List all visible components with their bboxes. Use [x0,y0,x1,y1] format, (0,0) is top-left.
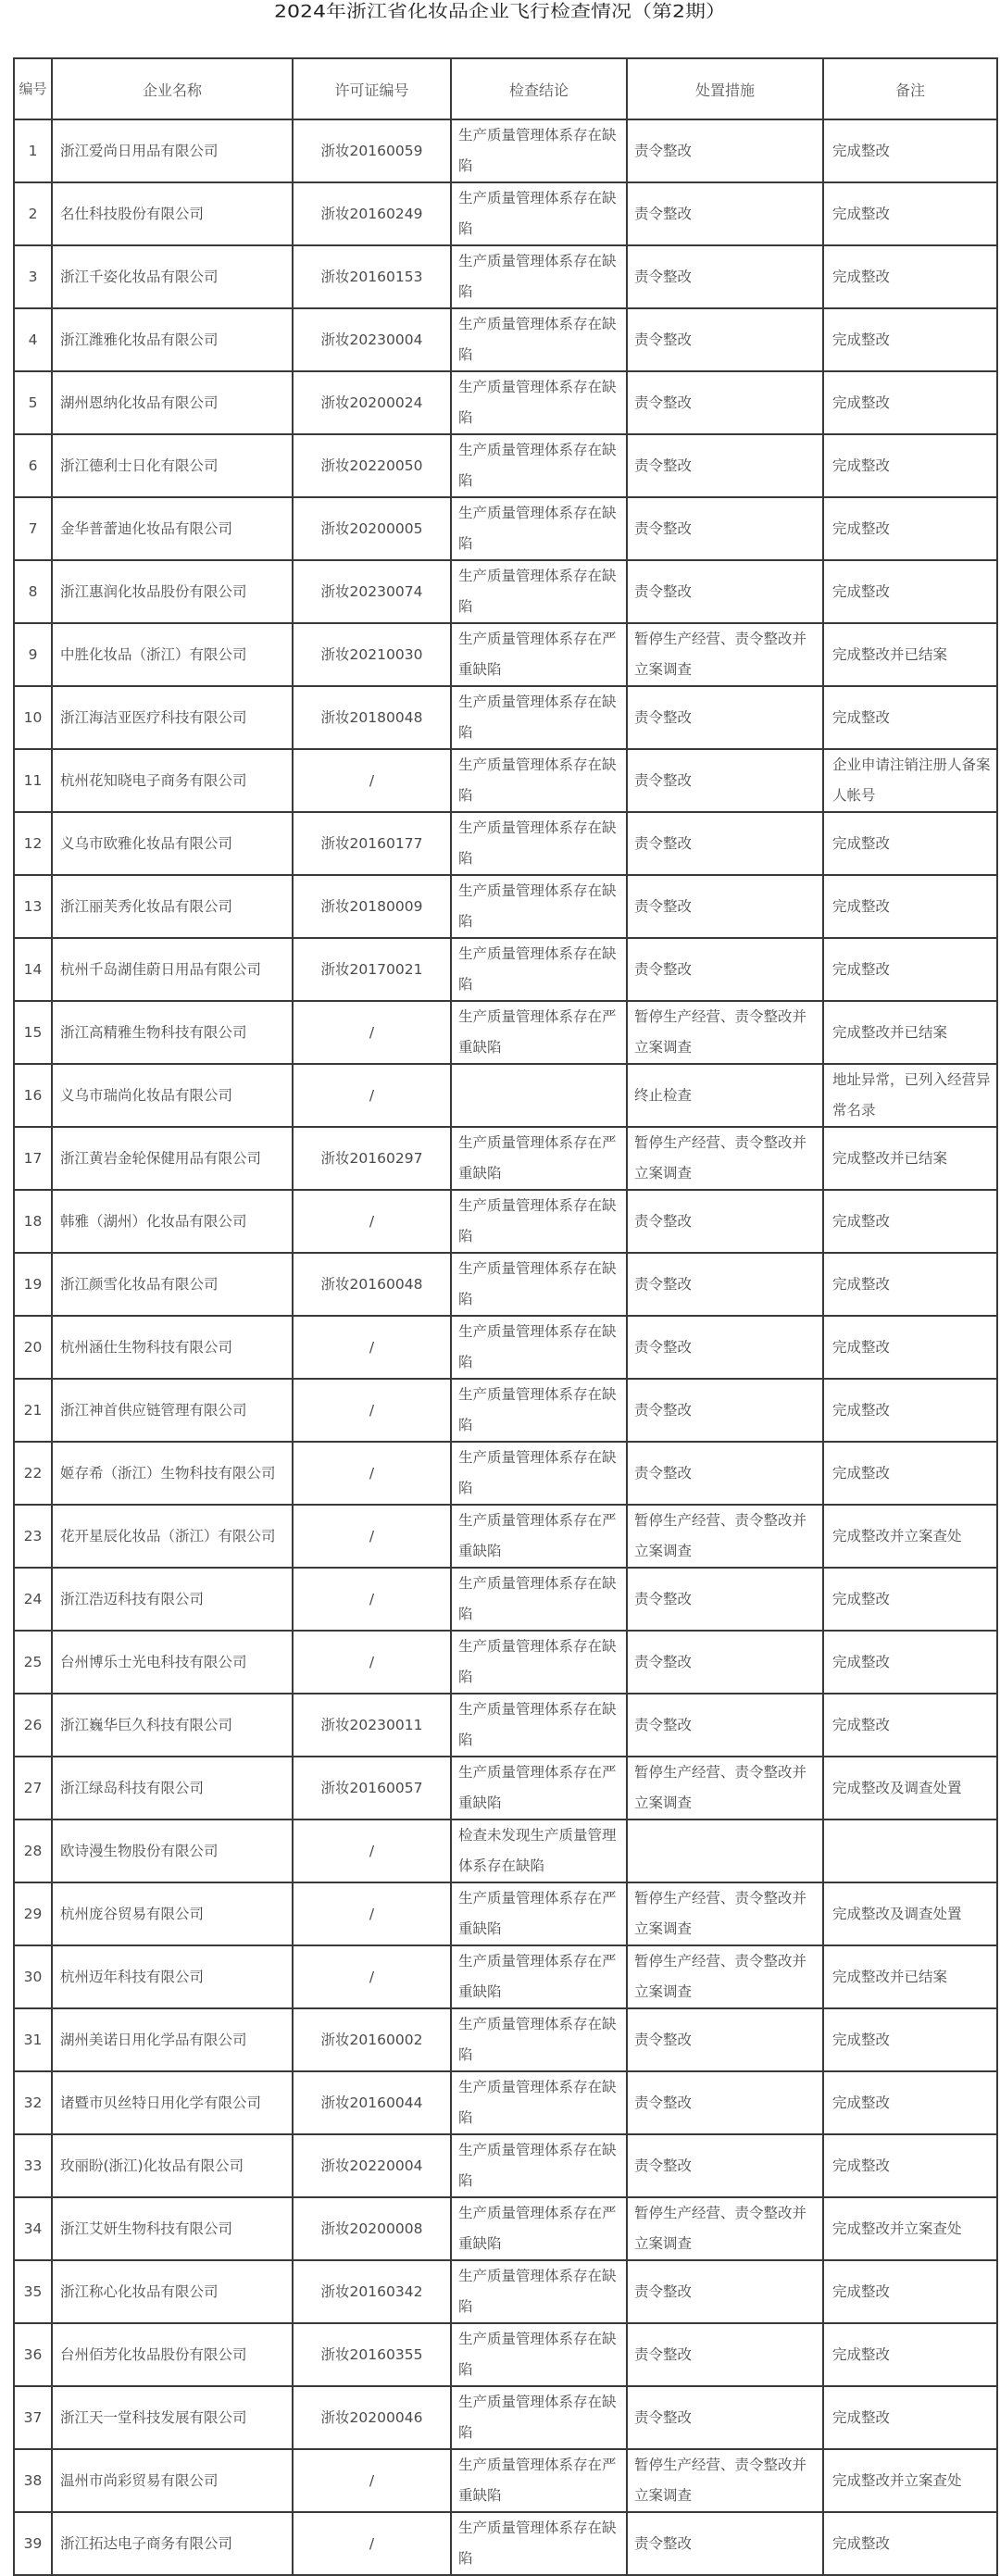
cell-number: 29 [14,1882,52,1945]
table-row [14,875,997,938]
cell-note: 完成整改并立案查处 [823,1505,997,1568]
cell-license-number: 浙妆20160355 [293,2323,451,2386]
cell-number: 11 [14,749,52,812]
cell-note: 企业申请注销注册人备案人帐号 [823,749,997,812]
header-note: 备注 [823,58,997,119]
cell-measure: 责令整改 [627,371,823,434]
cell-measure: 责令整改 [627,497,823,560]
table-body [14,119,997,2575]
table-row [14,1694,997,1757]
cell-conclusion: 生产质量管理体系存在严重缺陷 [451,1001,627,1064]
cell-conclusion: 生产质量管理体系存在严重缺陷 [451,623,627,686]
cell-measure: 终止检查 [627,1064,823,1127]
cell-conclusion: 生产质量管理体系存在缺陷 [451,1253,627,1316]
table-row [14,1190,997,1253]
cell-conclusion: 生产质量管理体系存在缺陷 [451,875,627,938]
table-row [14,2134,997,2197]
cell-note: 完成整改 [823,1190,997,1253]
cell-company-name: 浙江巍华巨久科技有限公司 [52,1694,293,1757]
cell-number: 1 [14,119,52,182]
table-row [14,1882,997,1945]
cell-measure: 暂停生产经营、责令整改并立案调查 [627,1882,823,1945]
table-row [14,371,997,434]
cell-conclusion: 生产质量管理体系存在缺陷 [451,1442,627,1505]
cell-conclusion: 生产质量管理体系存在缺陷 [451,182,627,245]
cell-company-name: 台州博乐士光电科技有限公司 [52,1631,293,1694]
cell-note: 完成整改 [823,2323,997,2386]
cell-company-name: 浙江爱尚日用品有限公司 [52,119,293,182]
cell-measure: 责令整改 [627,2386,823,2449]
cell-note: 完成整改 [823,2134,997,2197]
table-row [14,308,997,371]
cell-note: 完成整改 [823,812,997,875]
cell-measure: 责令整改 [627,686,823,749]
cell-license-number: 浙妆20160153 [293,245,451,308]
cell-number: 14 [14,938,52,1001]
cell-measure: 责令整改 [627,1379,823,1442]
cell-conclusion: 生产质量管理体系存在缺陷 [451,1631,627,1694]
cell-company-name: 浙江惠润化妆品股份有限公司 [52,560,293,623]
cell-license-number: 浙妆20160177 [293,812,451,875]
cell-number: 16 [14,1064,52,1127]
cell-conclusion: 生产质量管理体系存在缺陷 [451,1568,627,1631]
cell-company-name: 温州市尚彩贸易有限公司 [52,2449,293,2512]
table-row [14,2197,997,2260]
cell-measure: 暂停生产经营、责令整改并立案调查 [627,1757,823,1819]
cell-company-name: 台州佰芳化妆品股份有限公司 [52,2323,293,2386]
cell-company-name: 浙江称心化妆品有限公司 [52,2260,293,2323]
cell-company-name: 浙江颜雪化妆品有限公司 [52,1253,293,1316]
cell-measure: 责令整改 [627,1253,823,1316]
cell-company-name: 浙江高精雅生物科技有限公司 [52,1001,293,1064]
cell-number: 37 [14,2386,52,2449]
cell-company-name: 浙江千姿化妆品有限公司 [52,245,293,308]
cell-note: 完成整改 [823,1694,997,1757]
cell-license-number: 浙妆20200005 [293,497,451,560]
cell-note: 完成整改 [823,938,997,1001]
table-row [14,2071,997,2134]
table-row [14,2512,997,2575]
cell-number: 31 [14,2008,52,2071]
cell-license-number: / [293,1568,451,1631]
cell-conclusion: 生产质量管理体系存在严重缺陷 [451,1757,627,1819]
cell-conclusion: 生产质量管理体系存在缺陷 [451,560,627,623]
cell-note: 完成整改 [823,1631,997,1694]
cell-company-name: 浙江拓达电子商务有限公司 [52,2512,293,2575]
cell-license-number: / [293,1442,451,1505]
cell-note: 完成整改 [823,497,997,560]
table-row [14,2449,997,2512]
cell-number: 39 [14,2512,52,2575]
cell-measure: 暂停生产经营、责令整改并立案调查 [627,1127,823,1190]
cell-conclusion: 生产质量管理体系存在缺陷 [451,2323,627,2386]
cell-number: 18 [14,1190,52,1253]
cell-license-number: 浙妆20210030 [293,623,451,686]
cell-measure: 责令整改 [627,2071,823,2134]
cell-conclusion: 生产质量管理体系存在缺陷 [451,119,627,182]
cell-conclusion: 生产质量管理体系存在缺陷 [451,2260,627,2323]
cell-license-number: / [293,1882,451,1945]
table-row [14,812,997,875]
cell-number: 25 [14,1631,52,1694]
header-conclusion: 检查结论 [451,58,627,119]
cell-conclusion: 生产质量管理体系存在严重缺陷 [451,1945,627,2008]
table-row [14,560,997,623]
table-row [14,119,997,182]
table-row [14,1757,997,1819]
cell-license-number: 浙妆20160048 [293,1253,451,1316]
cell-note: 完成整改 [823,1442,997,1505]
cell-number: 5 [14,371,52,434]
cell-license-number: 浙妆20230011 [293,1694,451,1757]
cell-measure: 责令整改 [627,2008,823,2071]
cell-license-number: 浙妆20160059 [293,119,451,182]
header-company-name: 企业名称 [52,58,293,119]
table-row [14,1631,997,1694]
cell-conclusion: 生产质量管理体系存在缺陷 [451,1190,627,1253]
cell-number: 2 [14,182,52,245]
table-row [14,182,997,245]
cell-license-number: 浙妆20170021 [293,938,451,1001]
cell-measure: 责令整改 [627,1631,823,1694]
table-row [14,1505,997,1568]
cell-license-number: 浙妆20160057 [293,1757,451,1819]
cell-measure: 责令整改 [627,1190,823,1253]
cell-conclusion: 生产质量管理体系存在严重缺陷 [451,1882,627,1945]
cell-measure: 责令整改 [627,245,823,308]
cell-company-name: 韩雅（湖州）化妆品有限公司 [52,1190,293,1253]
cell-conclusion: 生产质量管理体系存在缺陷 [451,749,627,812]
cell-conclusion [451,1064,627,1127]
cell-note: 完成整改 [823,434,997,497]
cell-license-number: 浙妆20220004 [293,2134,451,2197]
cell-number: 22 [14,1442,52,1505]
cell-note: 地址异常，已列入经营异常名录 [823,1064,997,1127]
cell-measure: 责令整改 [627,308,823,371]
cell-company-name: 杭州庞谷贸易有限公司 [52,1882,293,1945]
header-license-number: 许可证编号 [293,58,451,119]
cell-number: 9 [14,623,52,686]
cell-measure: 责令整改 [627,2512,823,2575]
table-row [14,749,997,812]
cell-note: 完成整改 [823,245,997,308]
cell-company-name: 杭州花知晓电子商务有限公司 [52,749,293,812]
table-row [14,1253,997,1316]
table-row [14,1064,997,1127]
cell-measure: 责令整改 [627,812,823,875]
cell-measure: 暂停生产经营、责令整改并立案调查 [627,2449,823,2512]
cell-number: 30 [14,1945,52,2008]
cell-license-number: / [293,1505,451,1568]
cell-license-number: / [293,1379,451,1442]
cell-number: 38 [14,2449,52,2512]
cell-number: 28 [14,1819,52,1882]
cell-conclusion: 生产质量管理体系存在缺陷 [451,812,627,875]
cell-measure: 责令整改 [627,434,823,497]
cell-license-number: 浙妆20180048 [293,686,451,749]
cell-conclusion: 生产质量管理体系存在缺陷 [451,2134,627,2197]
cell-license-number: 浙妆20160297 [293,1127,451,1190]
cell-company-name: 浙江德利士日化有限公司 [52,434,293,497]
cell-note: 完成整改并已结案 [823,1127,997,1190]
cell-measure: 责令整改 [627,1442,823,1505]
cell-conclusion: 生产质量管理体系存在缺陷 [451,2512,627,2575]
cell-number: 10 [14,686,52,749]
cell-license-number: / [293,1819,451,1882]
inspection-table [13,57,998,2576]
cell-license-number: 浙妆20200008 [293,2197,451,2260]
cell-number: 27 [14,1757,52,1819]
cell-measure [627,1819,823,1882]
cell-company-name: 浙江艾妍生物科技有限公司 [52,2197,293,2260]
cell-note: 完成整改 [823,308,997,371]
cell-license-number: / [293,1064,451,1127]
cell-conclusion: 生产质量管理体系存在缺陷 [451,497,627,560]
table-row [14,1568,997,1631]
cell-note: 完成整改 [823,686,997,749]
cell-conclusion: 生产质量管理体系存在严重缺陷 [451,1127,627,1190]
table-row [14,2260,997,2323]
page-title: 2024年浙江省化妆品企业飞行检查情况（第2期） [274,2,726,22]
cell-measure: 责令整改 [627,2323,823,2386]
cell-measure: 暂停生产经营、责令整改并立案调查 [627,2197,823,2260]
cell-number: 3 [14,245,52,308]
cell-note: 完成整改 [823,2512,997,2575]
cell-number: 13 [14,875,52,938]
table-row [14,1945,997,2008]
cell-license-number: 浙妆20160002 [293,2008,451,2071]
cell-conclusion: 生产质量管理体系存在缺陷 [451,371,627,434]
cell-number: 23 [14,1505,52,1568]
cell-license-number: 浙妆20220050 [293,434,451,497]
cell-conclusion: 生产质量管理体系存在缺陷 [451,2386,627,2449]
cell-conclusion: 生产质量管理体系存在缺陷 [451,434,627,497]
cell-note: 完成整改 [823,371,997,434]
cell-number: 26 [14,1694,52,1757]
cell-conclusion: 生产质量管理体系存在严重缺陷 [451,2449,627,2512]
cell-company-name: 欧诗漫生物股份有限公司 [52,1819,293,1882]
cell-license-number: / [293,2449,451,2512]
cell-measure: 暂停生产经营、责令整改并立案调查 [627,1945,823,2008]
cell-measure: 责令整改 [627,2134,823,2197]
cell-license-number: 浙妆20200024 [293,371,451,434]
cell-note: 完成整改 [823,2071,997,2134]
cell-note: 完成整改 [823,2008,997,2071]
cell-company-name: 浙江黄岩金轮保健用品有限公司 [52,1127,293,1190]
table-row [14,1819,997,1882]
cell-number: 7 [14,497,52,560]
table-row [14,2323,997,2386]
cell-measure: 责令整改 [627,119,823,182]
cell-number: 19 [14,1253,52,1316]
cell-note: 完成整改 [823,2386,997,2449]
table-row [14,1379,997,1442]
cell-note: 完成整改并立案查处 [823,2449,997,2512]
table-row [14,1316,997,1379]
cell-number: 35 [14,2260,52,2323]
table-row [14,623,997,686]
cell-measure: 责令整改 [627,2260,823,2323]
cell-number: 24 [14,1568,52,1631]
cell-conclusion: 生产质量管理体系存在缺陷 [451,2071,627,2134]
cell-number: 36 [14,2323,52,2386]
cell-license-number: / [293,749,451,812]
cell-number: 17 [14,1127,52,1190]
table-row [14,1127,997,1190]
cell-company-name: 义乌市瑞尚化妆品有限公司 [52,1064,293,1127]
table-row [14,2386,997,2449]
cell-number: 12 [14,812,52,875]
cell-number: 8 [14,560,52,623]
cell-license-number: 浙妆20160249 [293,182,451,245]
table-row [14,938,997,1001]
cell-company-name: 湖州美诺日用化学品有限公司 [52,2008,293,2071]
header-number: 编号 [14,58,52,119]
cell-license-number: 浙妆20230074 [293,560,451,623]
cell-company-name: 姬存希（浙江）生物科技有限公司 [52,1442,293,1505]
cell-note: 完成整改 [823,1253,997,1316]
cell-company-name: 浙江天一堂科技发展有限公司 [52,2386,293,2449]
cell-note: 完成整改并已结案 [823,1945,997,2008]
cell-note [823,1819,997,1882]
cell-measure: 责令整改 [627,182,823,245]
cell-number: 34 [14,2197,52,2260]
cell-license-number: / [293,1001,451,1064]
table-row [14,2008,997,2071]
cell-conclusion: 生产质量管理体系存在严重缺陷 [451,1505,627,1568]
cell-measure: 暂停生产经营、责令整改并立案调查 [627,1505,823,1568]
cell-company-name: 浙江丽芙秀化妆品有限公司 [52,875,293,938]
cell-conclusion: 生产质量管理体系存在缺陷 [451,1379,627,1442]
cell-license-number: 浙妆20160044 [293,2071,451,2134]
cell-license-number: / [293,1945,451,2008]
cell-company-name: 湖州恩纳化妆品有限公司 [52,371,293,434]
cell-company-name: 杭州千岛湖佳蔚日用品有限公司 [52,938,293,1001]
cell-license-number: / [293,1190,451,1253]
cell-company-name: 浙江海洁亚医疗科技有限公司 [52,686,293,749]
cell-license-number: / [293,1316,451,1379]
cell-number: 4 [14,308,52,371]
cell-conclusion: 生产质量管理体系存在缺陷 [451,1316,627,1379]
cell-note: 完成整改 [823,2260,997,2323]
cell-company-name: 浙江绿岛科技有限公司 [52,1757,293,1819]
table-row [14,497,997,560]
cell-conclusion: 生产质量管理体系存在缺陷 [451,245,627,308]
cell-company-name: 杭州迈年科技有限公司 [52,1945,293,2008]
cell-company-name: 诸暨市贝丝特日用化学有限公司 [52,2071,293,2134]
cell-company-name: 浙江浩迈科技有限公司 [52,1568,293,1631]
cell-note: 完成整改并立案查处 [823,2197,997,2260]
cell-license-number: 浙妆20230004 [293,308,451,371]
cell-conclusion: 检查未发现生产质量管理体系存在缺陷 [451,1819,627,1882]
cell-measure: 责令整改 [627,1568,823,1631]
cell-note: 完成整改 [823,1316,997,1379]
cell-number: 21 [14,1379,52,1442]
cell-conclusion: 生产质量管理体系存在缺陷 [451,2008,627,2071]
cell-note: 完成整改并已结案 [823,623,997,686]
cell-measure: 责令整改 [627,1694,823,1757]
cell-license-number: 浙妆20200046 [293,2386,451,2449]
cell-conclusion: 生产质量管理体系存在严重缺陷 [451,2197,627,2260]
cell-number: 15 [14,1001,52,1064]
cell-note: 完成整改 [823,1568,997,1631]
table-row [14,1001,997,1064]
cell-note: 完成整改 [823,182,997,245]
cell-conclusion: 生产质量管理体系存在缺陷 [451,686,627,749]
header-measure: 处置措施 [627,58,823,119]
cell-measure: 责令整改 [627,560,823,623]
cell-company-name: 名仕科技股份有限公司 [52,182,293,245]
cell-conclusion: 生产质量管理体系存在缺陷 [451,938,627,1001]
cell-measure: 责令整改 [627,938,823,1001]
cell-note: 完成整改 [823,1379,997,1442]
cell-company-name: 玫丽盼(浙江)化妆品有限公司 [52,2134,293,2197]
cell-conclusion: 生产质量管理体系存在缺陷 [451,1694,627,1757]
cell-number: 6 [14,434,52,497]
cell-number: 20 [14,1316,52,1379]
cell-license-number: / [293,1631,451,1694]
cell-number: 32 [14,2071,52,2134]
cell-license-number: 浙妆20160342 [293,2260,451,2323]
cell-note: 完成整改 [823,119,997,182]
cell-measure: 责令整改 [627,875,823,938]
cell-measure: 责令整改 [627,749,823,812]
cell-license-number: / [293,2512,451,2575]
table-row [14,245,997,308]
cell-note: 完成整改及调查处置 [823,1757,997,1819]
cell-company-name: 义乌市欧雅化妆品有限公司 [52,812,293,875]
cell-number: 33 [14,2134,52,2197]
cell-note: 完成整改 [823,560,997,623]
cell-license-number: 浙妆20180009 [293,875,451,938]
table-row [14,1442,997,1505]
cell-measure: 暂停生产经营、责令整改并立案调查 [627,1001,823,1064]
cell-measure: 责令整改 [627,1316,823,1379]
cell-conclusion: 生产质量管理体系存在缺陷 [451,308,627,371]
cell-note: 完成整改 [823,875,997,938]
cell-company-name: 浙江神首供应链管理有限公司 [52,1379,293,1442]
table-row [14,434,997,497]
table-header-row [14,58,997,119]
cell-company-name: 金华普蕾迪化妆品有限公司 [52,497,293,560]
cell-company-name: 杭州涵仕生物科技有限公司 [52,1316,293,1379]
cell-company-name: 花开星辰化妆品（浙江）有限公司 [52,1505,293,1568]
cell-note: 完成整改及调查处置 [823,1882,997,1945]
cell-company-name: 浙江潍雅化妆品有限公司 [52,308,293,371]
cell-measure: 暂停生产经营、责令整改并立案调查 [627,623,823,686]
table-row [14,686,997,749]
cell-company-name: 中胜化妆品（浙江）有限公司 [52,623,293,686]
cell-note: 完成整改并已结案 [823,1001,997,1064]
